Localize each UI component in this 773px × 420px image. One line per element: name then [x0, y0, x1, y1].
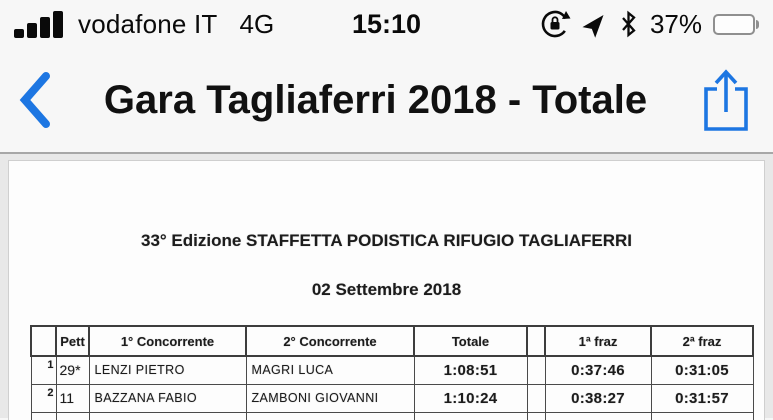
- cell-totale: [414, 412, 527, 420]
- cell-fraz-1: [545, 412, 651, 420]
- header-concorrente-1: 1° Concorrente: [89, 326, 246, 356]
- document-heading: 33° Edizione STAFFETTA PODISTICA RIFUGIO TAGLIAFERRI: [141, 231, 632, 250]
- table-header-row: [31, 326, 753, 356]
- cell-concorrente-2: [246, 412, 414, 420]
- table-row: [31, 384, 753, 412]
- cell-position: [31, 412, 56, 420]
- header-fraz-1: 1ª fraz: [545, 326, 651, 356]
- results-table: [30, 325, 754, 420]
- network-type-label: 4G: [239, 8, 275, 39]
- carrier-label: vodafone IT: [78, 8, 218, 39]
- header-position: [31, 326, 56, 356]
- cell-position: 1: [31, 356, 56, 384]
- page-title: Gara Tagliaferri 2018 - Totale: [103, 77, 648, 122]
- share-icon: [697, 67, 755, 133]
- document-date: 02 Settembre 2018: [311, 280, 462, 299]
- cell-fraz-1: 0:38:27: [545, 384, 651, 412]
- cell-pett: 11: [56, 384, 89, 412]
- cell-fraz-2: [651, 412, 753, 420]
- cell-totale: 1:10:24: [414, 384, 527, 412]
- header-fraz-2: 2ª fraz: [651, 326, 753, 356]
- cell-spacer: [527, 356, 545, 384]
- clock-label: 15:10: [351, 8, 422, 39]
- cell-position: 2: [31, 384, 56, 412]
- cell-spacer: [527, 384, 545, 412]
- cell-concorrente-1: [89, 412, 246, 420]
- document-scroll-area[interactable]: [0, 154, 773, 418]
- cell-pett: [56, 412, 89, 420]
- header-pett: Pett: [56, 326, 89, 356]
- battery-percent-label: 37%: [649, 8, 702, 39]
- share-button[interactable]: [693, 67, 755, 133]
- header-totale: Totale: [414, 326, 527, 356]
- cell-concorrente-1: BAZZANA FABIO: [89, 384, 246, 412]
- cell-concorrente-2: MAGRI LUCA: [246, 356, 414, 384]
- cell-fraz-2: 0:31:57: [651, 384, 753, 412]
- cell-fraz-1: 0:37:46: [545, 356, 651, 384]
- back-chevron-icon: [18, 71, 52, 129]
- cell-fraz-2: 0:31:05: [651, 356, 753, 384]
- cell-totale: 1:08:51: [414, 356, 527, 384]
- pdf-page: [8, 160, 765, 420]
- cell-concorrente-2: ZAMBONI GIOVANNI: [246, 384, 414, 412]
- cell-pett: 29*: [56, 356, 89, 384]
- header-concorrente-2: 2° Concorrente: [246, 326, 414, 356]
- cell-concorrente-1: LENZI PIETRO: [89, 356, 246, 384]
- navigation-bar: [0, 48, 773, 154]
- table-row: [31, 412, 753, 420]
- table-row: [31, 356, 753, 384]
- back-button[interactable]: [18, 71, 58, 129]
- cell-spacer: [527, 412, 545, 420]
- status-bar: [0, 0, 773, 48]
- header-spacer: [527, 326, 545, 356]
